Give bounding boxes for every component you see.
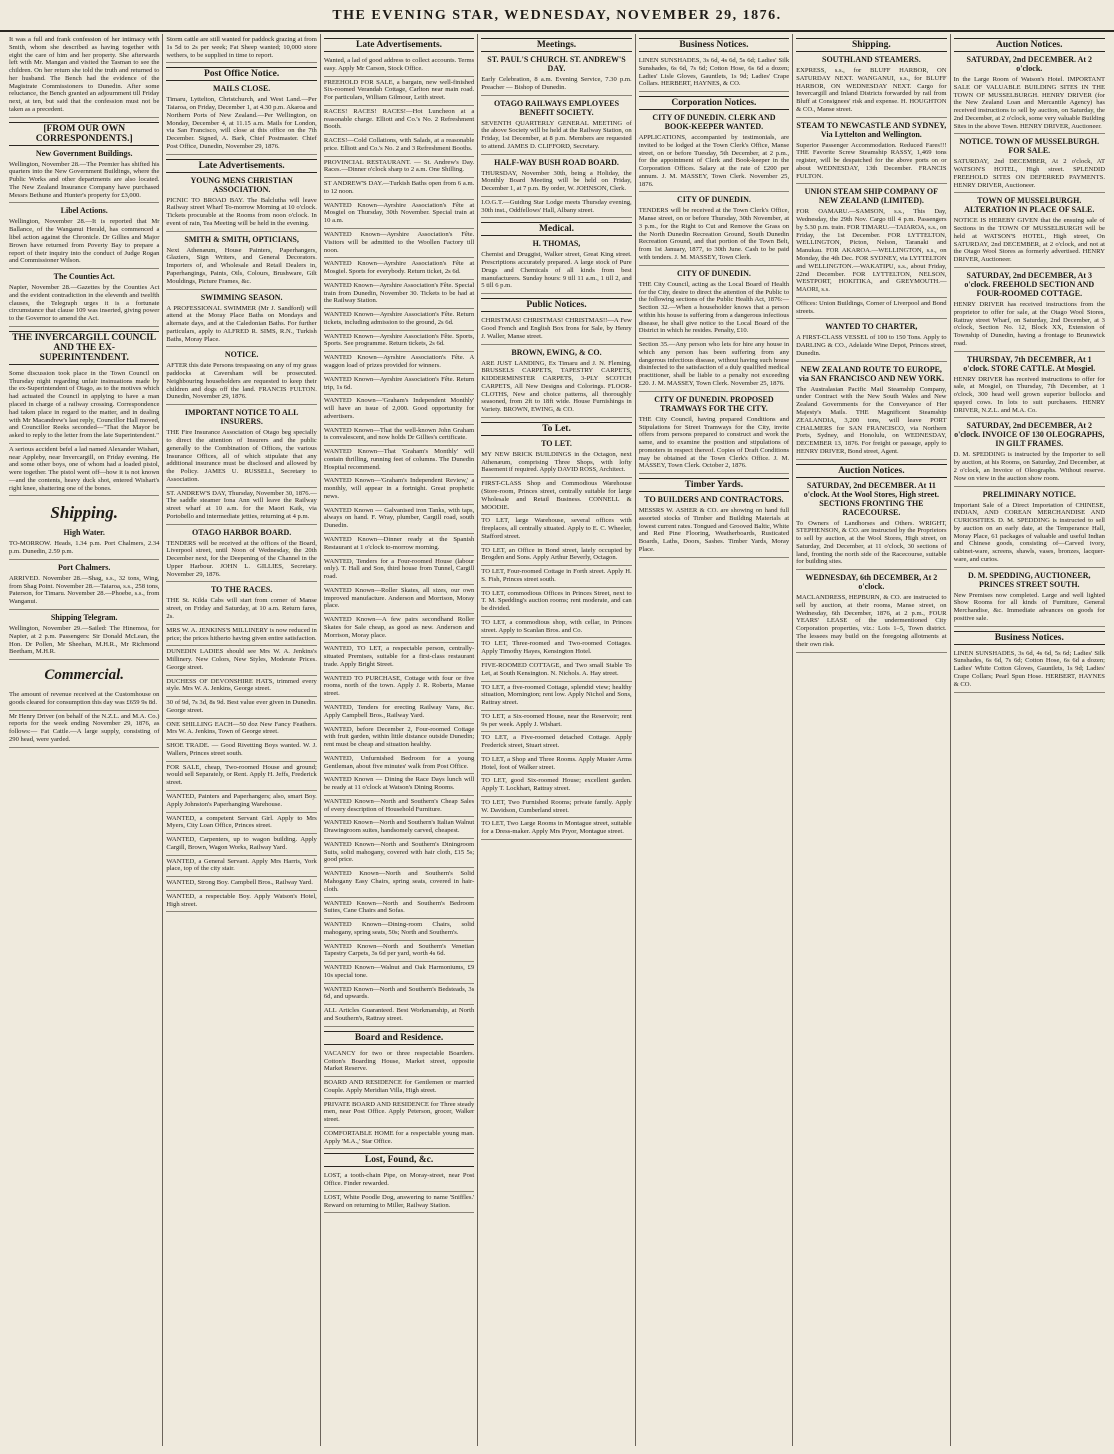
ad-title: OTAGO HARBOR BOARD. <box>192 527 292 537</box>
ad-text: FREEHOLD FOR SALE, a bargain, new well-finished Six-roomed Verandah Cottage, Carlton near main road. For particulars, William Gilmour, Leith street. <box>324 77 474 106</box>
ad-title: HALF-WAY BUSH ROAD BOARD. <box>494 157 619 167</box>
ad-title: NOTICE. TOWN OF MUSSELBURGH. FOR SALE. <box>959 137 1100 156</box>
ad-text: TO LET, good Six-roomed House; excellent garden. Apply T. Lockhart, Rattray street. <box>481 775 631 797</box>
ad-text: COMFORTABLE HOME for a respectable young man. Apply 'M.A.,' Star Office. <box>324 1128 474 1150</box>
column-6 <box>793 34 950 1446</box>
ad-text: FOR OAMARU.—SAMSON, s.s., This Day, Wednesday, the 29th Nov. Cargo till 4 p.m. Passengers by 5.30 p.m. train. FOR TIMARU.—TAIAROA, s.s., on Friday, the 1st December. FOR LYTTELTON, WELLINGTON, Picton, Nelson, Taranaki and Manukau. FOR AKAROA.—WELLINGTON, s.s., on Monday, the 4th Dec. FOR SYDNEY, via LYTTELTON and WELLINGTON.—WAKATIPU, s.s., about Friday, 22nd December. FOR LYTTELTON, NELSON, WESTPORT, HOKITIKA, and GREYMOUTH.—MAORI, s.s. <box>796 206 946 297</box>
section-heading: Auction Notices. <box>954 38 1105 52</box>
ad-text: WANTED Known—Ayrshire Association's Fête at Mosgiel. Sports for everybody. Return ticket, 2s 6d. <box>324 258 474 280</box>
ad-text: TO LET, Two Large Rooms in Montague street, suitable for a Dress-maker. Apply Mrs Pryor, Montague street. <box>481 818 631 840</box>
section-heading: Auction Notices. <box>796 464 946 478</box>
ad-text: WANTED Known—Walnut and Oak Harmoniums, £9 10s special tone. <box>324 962 474 984</box>
ad-title: CITY OF DUNEDIN. PROPOSED TRAMWAYS FOR THE CITY. <box>654 394 774 413</box>
ad-title: WEDNESDAY, 6th DECEMBER, At 2 o'clock. <box>805 573 938 592</box>
ad-text: RACES!—Cold Collations, with Salads, at a reasonable price. Elliott and Co.'s No. 2 and 3 Refreshment Booths. <box>324 135 474 157</box>
ad-text: In the Large Room of Watson's Hotel. IMPORTANT SALE OF VALUABLE BUILDING SITES IN THE TOWN OF MUSSELBURGH. HENRY DRIVER (for the New Zealand Loan and Mercantile Agency) has received instructions to sell by auction, on Saturday, the 2nd December, at 2 o'clock, some very valuable Building Sites in the above Town. HENRY DRIVER, Auctioneer. <box>954 74 1105 134</box>
ad-text: WANTED, Strong Boy. Campbell Bros., Railway Yard. <box>166 877 316 891</box>
ad-text: Wellington, November 28.—The Premier has shifted his quarters into the New Government Buildings, where the Public Works and other departments are also located. The New Zealand Insurance Company have purchased Messrs Bethune and Hunter's property for £3,000. <box>9 159 159 204</box>
ad-text: LOST, a tooth-chain Pipe, on Moray-street, near Post Office. Finder rewarded. <box>324 1170 474 1192</box>
ad-text: Early Celebration, 8 a.m. Evening Service, 7.30 p.m. Preacher — Bishop of Dunedin. <box>481 74 631 96</box>
section-heading: Business Notices. <box>954 631 1105 645</box>
ad-text: The Australasian Pacific Mail Steamship Company, under Contract with the New South Wales and New Zealand Governments for the Conveyance of Her Majesty's Mails. THE Magnificent Steamship ZEALANDIA, 3,200 tons, will leave PORT CHALMERS for SAN FRANCISCO, via Northern Ports, Sydney, and Honolulu, on WEDNESDAY, DECEMBER 13, 1876. For freight or passage, apply to HENRY DRIVER, Bond street, Agent. <box>796 384 946 460</box>
ad-title: SATURDAY, 2nd DECEMBER, At 3 o'clock. FREEHOLD SECTION AND FOUR-ROOMED COTTAGE. <box>964 271 1095 299</box>
ad-text: TO LET, an Office in Bond street, lately occupied by Brogden and Sons. Apply Arthur Beverly, Octagon. <box>481 545 631 567</box>
ad-text: FOR SALE, cheap, Two-roomed House and ground; would sell Separately, or Rent. Apply H. Jeffs, Frederick street. <box>166 762 316 791</box>
section-heading: Medical. <box>481 222 631 236</box>
column-7 <box>951 34 1108 1446</box>
ad-text: TENDERS will be received at the Town Clerk's Office, Manse street, on or before Thursday, 30th November, at 3 p.m., for the Right to Cut and Remove the Grass on the North Dunedin Recreation Ground, South Dunedin Recreation Ground, and that portion of the Town Belt, from 1st January, 1877, to 30th June. Cash to be paid with tenders. J. M. MASSEY, Town Clerk. <box>639 205 789 265</box>
ad-text: FIVE-ROOMED COTTAGE, and Two small Stable To Let, at South Kensington. N. Nichols. A. Hay street. <box>481 660 631 682</box>
ad-text: TO LET, a Five-roomed detached Cottage. Apply Frederick street, Stuart street. <box>481 732 631 754</box>
ad-text: Napier, November 28.—Gazettes by the Counties Act and the evident contradiction in the eleventh and twelfth clauses, the Telegraph urges it is a fortunate circumstance that clause 109 was inserted, giving power to the Governor to amend the Act. <box>9 282 159 327</box>
ad-title: The Counties Act. <box>53 272 115 282</box>
ad-text: ALL Articles Guaranteed. Best Workmanship, at North and Southern's, Rattray street. <box>324 1005 474 1027</box>
ad-text: WANTED, Tenders for erecting Railway Vans, &c. Apply Campbell Bros., Railway Yard. <box>324 702 474 724</box>
ad-title: BROWN, EWING, & CO. <box>511 347 602 357</box>
ad-text: TO LET, a Shop and Three Rooms. Apply Muster Arms Hotel, foot of Walker street. <box>481 754 631 776</box>
ad-text: HENRY DRIVER has received instructions from the proprietor to offer for sale, at the Otago Wool Stores, Rattray street Wharf, on Saturday, 2nd December, at 3 o'clock, Section No. 12, Block XX, Extension of Township of Dunedin, having a frontage to Brunswick road. <box>954 299 1105 352</box>
ad-text: WANTED Known—North and Southern's Diningroom Suits, solid mahogany, covered with hair cloth, £15 5s; good price. <box>324 839 474 868</box>
ad-text: Storm cattle are still wanted for paddock grazing at from 1s 5d to 2s per week; Fat Sheep wanted; 10,000 store wethers, to be supplied in time to report. <box>166 34 316 63</box>
ad-text: WANTED, a competent Servant Girl. Apply to Mrs Myers, City Loan Office, Princes street. <box>166 813 316 835</box>
ad-title: NEW ZEALAND ROUTE TO EUROPE, via SAN FRANCISCO AND NEW YORK. <box>798 364 945 383</box>
ad-text: THE Fire Insurance Association of Otago beg specially to direct the attention of Insurers and the public generally to the Combination of Offices, the various Insurance Offices, all of which stipulate that any additional insurance must be disclosed and allowed by the Policy. JAMES U. RUSSELL, Secretary to Association. <box>166 427 316 487</box>
ad-title: SATURDAY, 2nd DECEMBER. At 11 o'clock. At the Wool Stores, High street. SECTIONS FRONTING THE RACECOURSE. <box>803 480 940 517</box>
ad-title: Port Chalmers. <box>57 562 111 572</box>
ad-text: WANTED Known—Ayrshire Association's Fête. Return trip, 1s 6d. <box>324 374 474 396</box>
ad-text: WANTED Known—North and Southern's Italian Walnut Drawingroom suites, handsomely carved, cheapest. <box>324 817 474 839</box>
ad-text: SHOE TRADE. — Good Rivetting Boys wanted. W. J. Wallers, Princes street south. <box>166 740 316 762</box>
ad-text: Superior Passenger Accommodation. Reduced Fares!!! THE Favorite Screw Steamship RASSY, 1,469 tons register, will be despatched for the above ports on or about WEDNESDAY, 13th December. FRANCIS FULTON. <box>796 140 946 185</box>
ad-text: WANTED, a respectable Boy. Apply Watson's Hotel, High street. <box>166 891 316 913</box>
ad-text: SATURDAY, 2nd DECEMBER, At 2 o'clock, AT WATSON'S HOTEL, High street. SPLENDID FREEHOLD SITES ON DEFERRED PAYMENTS. HENRY DRIVER, Auctioneer. <box>954 156 1105 193</box>
ad-text: A serious accident befel a lad named Alexander Wishart, near Appleby, near Invercargill, on Friday evening. He and some other boys, one of whom had a loaded pistol, were together. The pistol went off—how it is not known—and the contents, heavy duck shot, entered Wishart's right knee, shattering one of the bones. <box>9 444 159 497</box>
section-heading: Commercial. <box>44 667 124 684</box>
ad-text: THURSDAY, November 30th, being a Holiday, the Monthly Board Meeting will be held on Friday, December 1, at 7 p.m. By order, W. JOHNSON, Clerk. <box>481 168 631 197</box>
ad-title: STEAM TO NEWCASTLE AND SYDNEY, Via Lyttelton and Wellington. <box>796 120 947 139</box>
ad-title: TO LET. <box>541 438 572 448</box>
ad-title: THURSDAY, 7th DECEMBER, At 1 o'clock. STORE CATTLE. At Mosgiel. <box>963 354 1096 373</box>
ad-text: ONE SHILLING EACH—50 doz New Fancy Feathers. Mrs W. A. Jenkins, Town of George street. <box>166 719 316 741</box>
ad-text: Offices: Union Buildings, Corner of Liverpool and Bond streets. <box>796 298 946 320</box>
ad-text: WANTED Known—Dinner ready at the Spanish Restaurant at 1 o'clock to-morrow morning. <box>324 534 474 556</box>
ad-text: TO LET, Four-roomed Cottage in Forth street. Apply H. S. Fish, Princes street south. <box>481 566 631 588</box>
ad-title: CITY OF DUNEDIN. <box>676 195 751 205</box>
section-heading: Lost, Found, &c. <box>324 1153 474 1167</box>
ad-text: WANTED Known—'Graham's Independent Monthly' will have an issue of 2,000. Good opportunity for advertisers. <box>324 395 474 424</box>
ad-text: WANTED Known—That the well-known John Graham is convalescent, and now holds Dr Gillies's certificate. <box>324 425 474 447</box>
column-4 <box>478 34 635 1446</box>
ad-text: MRS W. A. JENKINS'S MILLINERY is now reduced in price; the prices hitherto having given entire satisfaction. <box>166 625 316 647</box>
ad-text: ARE JUST LANDING, Ex Timaru and J. N. Fleming, BRUSSELS CARPETS, TAPESTRY CARPETS, KIDDERMINSTER CARPETS, 3-PLY SCOTCH CARPETS, All New Designs and Colorings. FLOOR-CLOTHS, New and choice patterns, all thoroughly seasoned, from 2ft to 18ft wide. House Furnishings in Variety. BROWN, EWING, & CO. <box>481 358 631 418</box>
ad-text: Chemist and Druggist, Walker street, Great King street. Prescriptions accurately prepared. A large stock of Pure Drugs and Chemicals of all kinds from best manufacturers. Sunday hours: 9 till 11 a.m., 1 till 2, and 5 till 6 p.m. <box>481 249 631 294</box>
ad-title: High Water. <box>63 528 105 538</box>
ad-text: WANTED Known—That 'Graham's Monthly' will contain thrilling, running feet of columns. The Dunedin Hospital recommend. <box>324 446 474 475</box>
ad-text: WANTED Known—A few pairs secondhand Roller Skates for Sale cheap, as good as new. Anderson and Morrison, Moray place. <box>324 614 474 643</box>
column-5 <box>636 34 793 1446</box>
ad-text: TO LET, a commodious shop, with cellar, in Princes street. Apply to Scanlan Bros. and Co. <box>481 617 631 639</box>
ad-text: FIRST-CLASS Shop and Commodious Warehouse (Store-room, Princes street, centrally suitable for large Wholesale and Retail Business. CONNELL & MOODIE. <box>481 478 631 515</box>
ad-text: CHRISTMAS! CHRISTMAS! CHRISTMAS!!—A Few Good French and English Box Irons for Sale, by Henry J. Waller, Manse street. <box>481 315 631 344</box>
ad-text: WANTED TO PURCHASE, Cottage with four or five rooms, north of the town. Apply J. R. Roberts, Manse street. <box>324 673 474 702</box>
section-heading: Meetings. <box>481 38 631 52</box>
ad-text: Wellington, November 29.—Sailed: The Hinemoa, for Napier, at 2 p.m. Passengers: Sir Donald McLean, the Hon. Dr Pollen, Mr Sheehan, M.H.R., Mr Richmond Beetham, M.H.R. <box>9 623 159 660</box>
ad-text: Important Sale of a Direct Importation of CHINESE, INDIAN, AND COREAN MERCHANDISE AND CURIOSITIES. D. M. SPEDDING is instructed to sell by auction on an early date, at the Temperance Hall, Moray Place, 61 packages of valuable and useful Indian and Chinese goods, consisting of—Carved ivory, cabinet-ware, screens, shawls, vases, bronzes, lacquer-ware, and curios. <box>954 500 1105 568</box>
ad-text: To Owners of Landhorses and Others. WRIGHT, STEPHENSON, & CO. are instructed by the Proprietors to sell by auction, at the Wool Stores, High street, on Saturday, 2nd December, at 11 o'clock, 30 sections of land, fronting the north side of the Racecourse, suitable for building sites. <box>796 518 946 571</box>
ad-text: WANTED Known—Ayrshire Association's Fête. Sports, Sports. See programme. Return tickets, 2s 6d. <box>324 331 474 353</box>
ad-text: WANTED Known—Ayrshire Association's Fête at Mosgiel on Thursday, 30th November. Special train at 10 a.m. <box>324 200 474 229</box>
ad-text: D. M. SPEDDING is instructed by the Importer to sell by auction, at his Rooms, on Saturday, 2nd December, at 2 o'clock, an Invoice of Oleographs. Without reserve. Now on view in the auction show room. <box>954 449 1105 486</box>
ad-text: TO LET, Three-roomed and Two-roomed Cottages. Apply Timothy Hayes, Kensington Hotel. <box>481 638 631 660</box>
ad-text: AFTER this date Persons trespassing on any of my grass paddocks at Caversham will be prosecuted. Neighbouring householders are requested to keep their children and dogs off the land. FRANCIS FULTON. Dunedin, November 29, 1876. <box>166 360 316 405</box>
ad-text: TO LET, large Warehouse, several offices with fireplaces, all centrally situated. Apply to E. C. Wheeler, Stafford street. <box>481 515 631 544</box>
ad-text: A FIRST-CLASS VESSEL of 100 to 150 Tons. Apply to DARLING & CO., Adelaide Wine Depot, Princes street, Dunedin. <box>796 332 946 361</box>
ad-text: PICNIC TO BROAD BAY. The Balclutha will leave Railway street Wharf To-morrow Morning at 10 o'clock. Tickets procurable at the Rooms from noon o'clock. In event of rain, Tea Meeting will be held in the evening. <box>166 195 316 232</box>
ad-text: PROVINCIAL RESTAURANT. — St. Andrew's Day. Races.—Dinner o'clock sharp to 2 a.m. One Shilling. <box>324 157 474 179</box>
ad-text: It was a full and frank confession of her intimacy with Smith, whom she described as having together with eight the care of him and her property. She afterwards left with Mr. Mangan and visited the Tasman to see the children. On her return she told the truth and returned to her husband. The Bench had the evidence of the Magistrate Commissioners to Dunedin. After some reluctance, the Bench granted an adjournment till Friday next, at ten, but said that the confession must not be taken as a precedent. <box>9 34 159 118</box>
section-heading: To Let. <box>481 422 631 436</box>
ad-text: A PROFESSIONAL SWIMMER (Mr J. Sandford) will attend at the Moray Place Baths on Mondays and alternate days, and at the Caledonian Baths. For further particulars, apply to ALFRED R. SIMS, R.N., Turkish Baths, Moray Place. <box>166 303 316 348</box>
section-heading: Corporation Notices. <box>639 96 789 110</box>
ad-text: RACES! RACES! RACES!—Hot Luncheon at a reasonable charge. Elliott and Co.'s No. 2 Refreshment Booth. <box>324 106 474 135</box>
ad-text: WANTED, Painters and Paperhangers; also, smart Boy. Apply Johnston's Paperhanging Warehouse. <box>166 791 316 813</box>
ad-title: OTAGO RAILWAYS EMPLOYEES BENEFIT SOCIETY. <box>493 98 620 117</box>
ad-text: LINEN SUNSHADES, 3s 6d, 4s 6d, 5s 6d; Ladies' Silk Sunshades, 6s 6d, 7s 6d; Cotton Hose, 6s 6d a dozen; Ladies' White Cotton Gloves, Gauntlets, 1s 9d; Ladies' Crape Collars; Pearl Spun Hose. HERBERT, HAYNES & CO. <box>954 648 1105 693</box>
ad-title: YOUNG MENS CHRISTIAN ASSOCIATION. <box>190 175 293 194</box>
ad-text: TO-MORROW. Heads, 1.34 p.m. Port Chalmers, 2.34 p.m. Dunedin, 2.59 p.m. <box>9 538 159 560</box>
ad-title: NOTICE. <box>224 350 259 360</box>
ad-text: NOTICE IS HEREBY GIVEN that the ensuing sale of Sections in the TOWN OF MUSSELBURGH will be held at WATSON'S HOTEL, High street, On SATURDAY, 2nd DECEMBER, at 2 o'clock, and not at the Otago Wool Stores as formerly advertised. HENRY DRIVER, Auctioneer. <box>954 215 1105 268</box>
ad-title: PRELIMINARY NOTICE. <box>982 489 1076 499</box>
ad-text: WANTED, Unfurnished Bedroom for a young Gentleman, about five minutes' walk from Post Office. <box>324 753 474 775</box>
ad-text: MY NEW BRICK BUILDINGS in the Octagon, next Athenæum, comprising Three Shops, with lofty Basement if required. Apply DAVID ROSS, Architect. <box>481 449 631 478</box>
ad-title: ST. PAUL'S CHURCH. ST. ANDREW'S DAY. <box>487 55 626 73</box>
ad-title: IMPORTANT NOTICE TO ALL INSURERS. <box>184 408 299 427</box>
ad-text: LINEN SUNSHADES, 3s 6d, 4s 6d, 5s 6d; Ladies' Silk Sunshades, 6s 6d, 7s 6d; Cotton Hose, 6s 6d a dozen; Ladies' Lisle Gloves, Gauntlets, 1s 9d; Ladies' Crape Collars. HERBERT, HAYNES, & CO. <box>639 55 789 92</box>
ad-text: THE City Council, having prepared Conditions and Stipulations for Street Tramways for the City, invite offers from persons prepared to construct and work the same, and to examine the position and stipulations of promoters in respect thereof. Copies of Draft Conditions may be obtained at the Town Clerk's Office. J. M. MASSEY, Town Clerk. October 2, 1876. <box>639 414 789 474</box>
ad-text: The amount of revenue received at the Customhouse on goods cleared for consumption this day was £659 9s 8d. <box>9 689 159 711</box>
ad-title: MAILS CLOSE. <box>212 84 271 94</box>
ad-title: UNION STEAM SHIP COMPANY OF NEW ZEALAND (LIMITED). <box>804 187 939 206</box>
ad-text: WANTED Known—Dining-room Chairs, solid mahogany, spring seats, 50s; North and Southern's. <box>324 919 474 941</box>
ad-text: DUCHESS OF DEVONSHIRE HATS, trimmed every style. Mrs W. A. Jenkins, George street. <box>166 676 316 698</box>
ad-title: TOWN OF MUSSELBURGH. ALTERATION IN PLACE OF SALE. <box>964 196 1095 215</box>
ad-text: WANTED, TO LET, a respectable person, centrally-situated Premises, suitable for a first-class restaurant trade. Apply Bright Street. <box>324 643 474 672</box>
ad-text: THE St. Kilda Cabs will start from corner of Manse street, on Friday and Saturday, at 10 a.m. Return fares, 2s. <box>166 595 316 624</box>
ad-title: Libel Actions. <box>60 206 108 216</box>
ad-text: Timaru, Lyttelton, Christchurch, and West Land.—Per Taiaroa, on Friday, December 1, at 4.30 p.m. Akaroa and Northern Ports of New Zealand.—Per Wellington, on Monday, December 4, at 11.15 a.m. Mails for London, via San Francisco, will close at this office on the 7th December. Signed, A. Bark, Chief Postmaster. Chief Post Office, Dunedin, November 29, 1876. <box>166 94 316 154</box>
ad-text: WANTED, before December 2, Four-roomed Cottage with fruit garden, within little distance outside Dunedin; rent must be cheap and situation healthy. <box>324 724 474 753</box>
ad-title: SATURDAY, 2nd DECEMBER. At 2 o'clock. <box>966 55 1093 73</box>
ad-text: WANTED Known—North and Southern's Solid Mahogany Easy Chairs, spring seats, covered in hair-cloth. <box>324 868 474 897</box>
section-heading: Post Office Notice. <box>166 67 316 81</box>
ad-text: Mr Henry Driver (on behalf of the N.Z.L. and M.A. Co.) reports for the week ending November 29, 1876, as follows:— Fat Cattle.—A large supply, consisting of 290 head, were yarded. <box>9 711 159 748</box>
ad-text: TENDERS will be received at the offices of the Board, Liverpool street, until Noon of Wednesday, the 20th December next, for the Deepening of the Channel in the Upper Harbour. JOHN L. GILLIES, Secretary. November 29, 1876. <box>166 538 316 583</box>
ad-text: WANTED Known—North and Southern's Venetian Tapestry Carpets, 3s 6d per yard, worth 4s 6d. <box>324 941 474 963</box>
section-heading: Shipping. <box>50 503 118 523</box>
ad-text: Section 35.—Any person who lets for hire any house in which any person has been suffering from any dangerous infectious disease, without having such house disinfected to the satisfaction of a duly qualified medical practitioner, shall be liable to a penalty not exceeding £20. J. M. MASSEY, Town Clerk. November 25, 1876. <box>639 339 789 392</box>
ad-title: TO THE RACES. <box>210 585 273 595</box>
section-heading: Business Notices. <box>639 38 789 52</box>
column-1 <box>6 34 163 1446</box>
ad-text: WANTED Known—North and Southern's Bedsteads, 3s 6d, and upwards. <box>324 984 474 1006</box>
section-heading: Board and Residence. <box>324 1031 474 1045</box>
section-heading: Shipping. <box>796 38 946 52</box>
ad-text: ST. ANDREW'S DAY, Thursday, November 30, 1876.—The saddle steamer Iona Ann will leave the Railway street wharf at 10 a.m. for the Maori Kaik, via Portobello and intermediate jetties, returning at 4 p.m. <box>166 488 316 525</box>
ad-text: PRIVATE BOARD AND RESIDENCE for Three steady men, near Post Office. Apply Peterson, grocer, Walker street. <box>324 1099 474 1128</box>
ad-text: ARRIVED. November 28.—Shag, s.s., 32 tons, Wing, from Shag Point. November 28.—Taiaroa, s.s., 258 tons, Paterson, for Timaru. November 28.—Phoebe, s.s., from Wanganui. <box>9 573 159 610</box>
ad-title: SWIMMING SEASON. <box>200 292 283 302</box>
ad-title: SOUTHLAND STEAMERS. <box>822 55 921 64</box>
masthead-title: THE EVENING STAR, WEDNESDAY, NOVEMBER 29, 1876. <box>332 8 782 23</box>
ad-text: MESSRS W. ASHER & CO. are showing on hand full assorted stocks of Timber and Building Materials at lowest current rates. Tongued and Grooved Baltic, White and Red Pine Flooring, Weatherboards, Rusticated Boards, Laths, Doors, Sashes. Timber Yards, Moray Place. <box>639 505 789 558</box>
ad-text: TO LET, commodious Offices in Princes Street, next to T. M. Spedding's auction rooms; rent moderate, and can be divided. <box>481 588 631 617</box>
ad-text: WANTED Known — Galvanised iron Tanks, with taps, always on hand. F. Wray, plumber, Cargill road, south Dunedin. <box>324 505 474 534</box>
column-3 <box>321 34 478 1446</box>
ad-text: WANTED, a General Servant. Apply Mrs Harris, York place, top of the city stair. <box>166 856 316 878</box>
ad-title: D. M. SPEDDING, AUCTIONEER, PRINCES STREET SOUTH. <box>968 570 1091 589</box>
ad-title: TO BUILDERS AND CONTRACTORS. <box>644 495 784 505</box>
ad-text: WANTED Known—Ayrshire Association's Fête. Special train from Dunedin, November 30. Tickets to be had at the Railway Station. <box>324 280 474 309</box>
ad-text: Wanted, a lad of good address to collect accounts. Terms easy. Apply Mr Carson, Stock Office. <box>324 55 474 77</box>
ad-text: DUNEDIN LADIES should see Mrs W. A. Jenkins's Millinery. New Colors, New Styles, Moderate Prices. George street. <box>166 646 316 675</box>
ad-text: TO LET, a five-roomed Cottage, splendid view; healthy situation, Mornington; rent low. Apply Nichol and Sons, Rattray street. <box>481 682 631 711</box>
ad-title: WANTED TO CHARTER, <box>825 322 918 332</box>
ad-title: New Government Buildings. <box>35 148 133 158</box>
ad-text: TO LET, Two Furnished Rooms; private family. Apply W. Davidson, Cumberland street. <box>481 797 631 819</box>
ad-title: CITY OF DUNEDIN. CLERK AND BOOK-KEEPER WANTED. <box>652 113 776 132</box>
ad-text: WANTED, Tenders for a Four-roomed House (labour only). T. Hall and Son, third house from Tunnel, Cargill road. <box>324 556 474 585</box>
section-heading: Late Advertisements. <box>166 159 316 173</box>
ad-text: WANTED Known—Roller Skates, all sizes, our own improved manufacture. Anderson and Morrison, Moray place. <box>324 585 474 614</box>
ad-text: MACLANDRESS, HEPBURN, & CO. are instructed to sell by auction, at their rooms, Manse street, on Wednesday, 6th December, 1876, at 2 p.m., FOUR YEARS' LEASE of the undermentioned City Corporation properties, viz.: Lots 1–5, Town district. The lessees may build on the foregoing allotments at their own risk. <box>796 592 946 652</box>
ad-text: 30 of 9d, 7s 3d, 8s 9d. Best value ever given in Dunedin. George street. <box>166 697 316 719</box>
ad-text: SEVENTH QUARTERLY GENERAL MEETING of the above Society will be held at the Railway Station, on Friday, 1st December, at 8 p.m. Members are requested to attend. JAMES D. CLIFFORD, Secretary. <box>481 118 631 155</box>
ad-text: HENRY DRIVER has received instructions to offer for sale, at Mosgiel, on Thursday, 7th December, at 1 o'clock, 300 head well grown superior bullocks and spayed cows. In lots to suit purchasers. HENRY DRIVER, N.Z.L. and M.A. Co. <box>954 374 1105 419</box>
ad-text: VACANCY for two or three respectable Boarders. Cotton's Boarding House, Market street, opposite Market Reserve. <box>324 1048 474 1077</box>
ad-text: WANTED Known—North and Southern's Cheap Sales of every description of Household Furniture. <box>324 796 474 818</box>
ad-text: WANTED, Carpenters, up to wagon building. Apply Cargill, Brown, Wagon Works, Railway Yard. <box>166 834 316 856</box>
section-heading: Public Notices. <box>481 298 631 312</box>
masthead <box>0 0 1114 32</box>
ad-text: TO LET, a Six-roomed House, near the Reservoir; rent 9s per week. Apply J. Wishart. <box>481 711 631 733</box>
ad-text: WANTED Known—'Graham's Independent Review,' a monthly, will appear in a fortnight. Great prophetic news. <box>324 475 474 504</box>
section-heading: Late Advertisements. <box>324 38 474 52</box>
ad-text: Wellington, November 28.—It is reported that Mr Ballance, of the Wanganui Herald, has commenced a libel action against the Chronicle. Dr Gillies and Major Brown have returned from Poverty Bay to prepare a report of their inquiry into the conduct of Judge Rogan and Commissioner Wilson. <box>9 216 159 269</box>
ad-title: CITY OF DUNEDIN. <box>676 268 751 278</box>
ad-text: New Premises now completed. Large and well lighted Show Rooms for all kinds of Furniture, General Merchandise, &c. Immediate advances on goods for positive sale. <box>954 590 1105 627</box>
ad-text: EXPRESS, s.s., for BLUFF HARBOR, ON SATURDAY NEXT. WANGANUI, s.s., for BLUFF HARBOR, ON WEDNESDAY NEXT. Cargo for Invercargill and Inland Districts forwarded by rail from Bluff at Consignees' risk and expense. H. HOUGHTON & CO., Manse street. <box>796 65 946 118</box>
ad-text: I.O.G.T.—Guiding Star Lodge meets Thursday evening, 30th inst., Oddfellows' Hall, Albany street. <box>481 197 631 219</box>
ad-text: THE City Council, acting as the Local Board of Health for the City, desire to direct the attention of the Public to the following sections of the Public Health Act, 1876:— Section 32.—When a householder knows that a person within his house is suffering from a dangerous infectious disease, he shall give notice to the Local Board of the District in which he resides. Penalty, £10. <box>639 279 789 339</box>
ad-text: APPLICATIONS, accompanied by testimonials, are invited to be lodged at the Town Clerk's Office, Manse street, on or before Tuesday, 5th December, at 2 p.m., for the appointment of Clerk and Book-keeper in the Corporation Offices. Salary at the rate of £200 per annum. J. M. MASSEY, Town Clerk. November 25, 1876. <box>639 132 789 192</box>
section-heading: THE INVERCARGILL COUNCIL AND THE EX-SUPERINTENDENT. <box>9 331 159 365</box>
column-2 <box>163 34 320 1446</box>
ad-title: SMITH & SMITH, OPTICIANS, <box>184 234 299 244</box>
ad-text: WANTED Known—Ayrshire Association's Fête. A waggon load of prizes provided for winners. <box>324 352 474 374</box>
ad-text: Some discussion took place in the Town Council on Thursday night regarding unfair insinuations made by the ex-Superintendent of Otago, as to the motives which had actuated the Council in applying to have a man placed in charge of a railway crossing. Correspondence had taken place in regard to the matter, and in dealing with Mr Macandrew's last reply, Councillor Hall moved, and Councillor Reeks seconded—"That the Mayor be asked to reply to the letter from the late Superintendent." <box>9 368 159 444</box>
section-heading: Timber Yards. <box>639 478 789 492</box>
ad-text: BOARD AND RESIDENCE for Gentlemen or married Couple. Apply Meridian Villa, High street. <box>324 1077 474 1099</box>
ad-title: H. THOMAS, <box>532 239 581 249</box>
ad-text: WANTED Known — Dining the Race Days lunch will be ready at 11 o'clock at Watson's Dining Rooms. <box>324 774 474 796</box>
ad-title: SATURDAY, 2nd DECEMBER, At 2 o'clock. INVOICE OF 130 OLEOGRAPHS, IN GILT FRAMES. <box>954 421 1105 449</box>
newspaper-columns <box>6 34 1108 1446</box>
ad-text: Next Athenæum, House Painters, Paperhangers, Glaziers, Sign Writers, and General Decorators. Importers of, and Wholesale and Retail Dealers in, Paperhangings, Paints, Oils, Colours, Brushware, Gilt Mouldings, Picture Frames, &c. <box>166 245 316 290</box>
ad-text: ST ANDREW'S DAY.—Turkish Baths open from 6 a.m. to 12 noon. <box>324 178 474 200</box>
ad-text: WANTED Known—Ayrshire Association's Fête. Visitors will be admitted to the Woollen Factory till noon. <box>324 229 474 258</box>
ad-text: LOST, White Poodle Dog, answering to name 'Sniffles.' Reward on returning to Miller, Railway Station. <box>324 1192 474 1214</box>
ad-text: WANTED Known—Ayrshire Association's Fête. Return tickets, including admission to the ground, 2s 6d. <box>324 309 474 331</box>
ad-title: Shipping Telegram. <box>50 612 118 622</box>
section-heading: [FROM OUR OWN CORRESPONDENTS.] <box>9 122 159 146</box>
ad-text: WANTED Known—North and Southern's Bedroom Suites, Cane Chairs and Sofas. <box>324 898 474 920</box>
